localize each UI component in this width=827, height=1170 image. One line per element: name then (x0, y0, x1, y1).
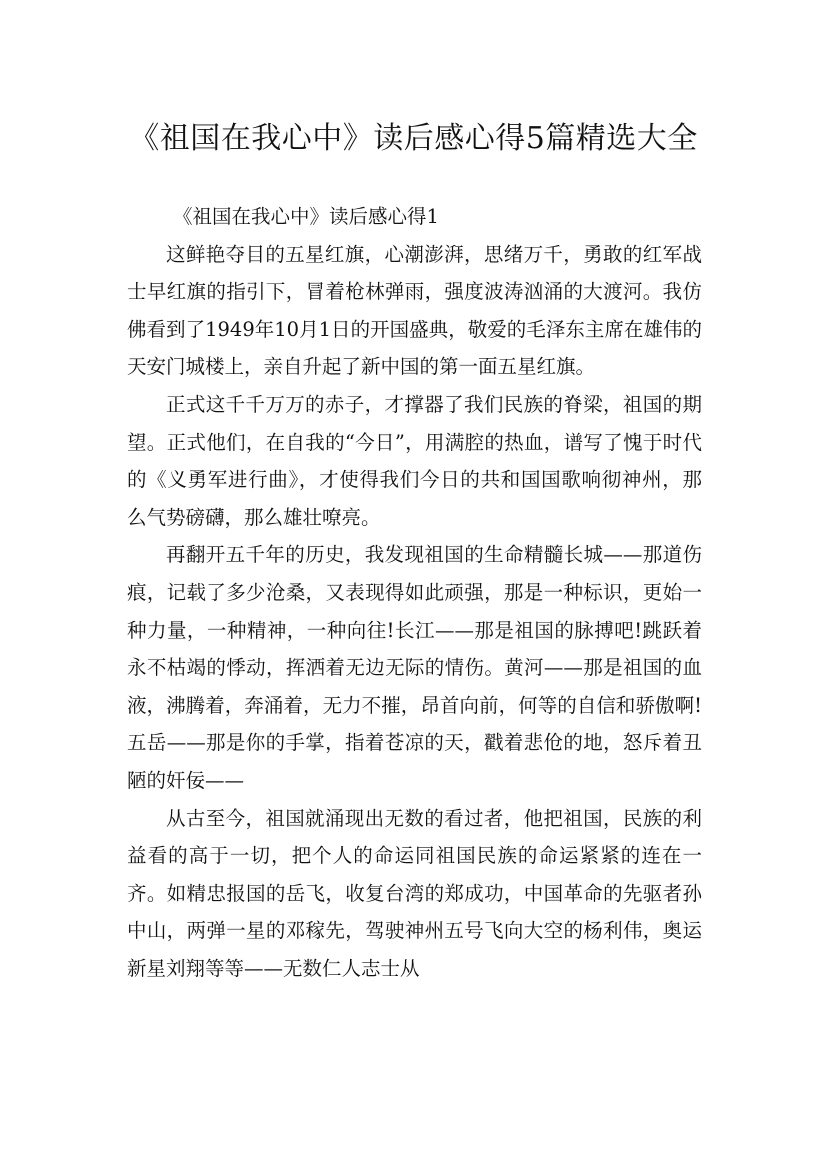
paragraph-1: 这鲜艳夺目的五星红旗，心潮澎湃，思绪万千，勇敢的红军战士早红旗的指引下，冒着枪林弹雨，强度波涛汹涌的大渡河。我仿佛看到了1949年10月1日的开国盛典，敬爱的毛泽东主席在雄伟的天安门城楼上，亲自升起了新中国的第一面五星红旗。 (127, 242, 702, 379)
document-title: 《祖国在我心中》读后感心得5篇精选大全 (129, 121, 698, 157)
document-body (127, 198, 702, 987)
section-heading: 《祖国在我心中》读后感心得1 (173, 205, 439, 228)
paragraph-3: 再翻开五千年的历史，我发现祖国的生命精髓长城——那道伤痕，记载了多少沧桑，又表现得如此顽强，那是一种标识，更始一种力量，一种精神，一种向往!长江——那是祖国的脉搏吧!跳跃着永不枯竭的悸动，挥洒着无边无际的情伤。黄河——那是祖国的血液，沸腾着，奔涌着，无力不摧，昂首向前，何等的自信和骄傲啊!五岳——那是你的手掌，指着苍凉的天，戳着悲伧的地，怒斥着丑陋的奸佞—— (127, 543, 702, 792)
paragraph-4: 从古至今，祖国就涌现出无数的看过者，他把祖国，民族的利益看的高于一切，把个人的命运同祖国民族的命运紧紧的连在一齐。如精忠报国的岳飞，收复台湾的郑成功，中国革命的先驱者孙中山，两弹一星的邓稼先，驾驶神州五号飞向大空的杨利伟，奥运新星刘翔等等——无数仁人志士从 (127, 806, 702, 980)
paragraph-2: 正式这千千万万的赤子，才撑器了我们民族的脊梁，祖国的期望。正式他们，在自我的“今日”，用满腔的热血，谱写了愧于时代的《义勇军进行曲》，才使得我们今日的共和国国歌响彻神州，那么气势磅礴，那么雄壮嘹亮。 (127, 392, 702, 529)
